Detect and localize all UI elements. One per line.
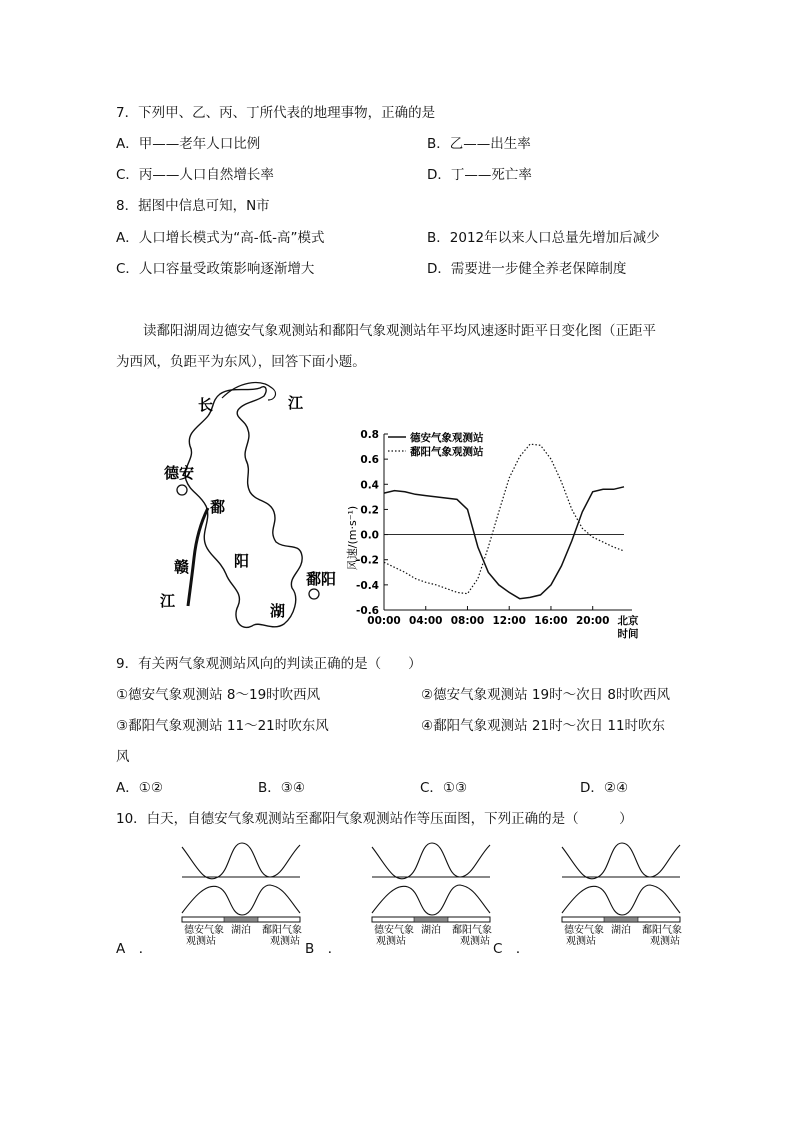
map-label-chang: 长 xyxy=(198,396,214,414)
upper-isobar xyxy=(182,843,300,879)
q9-option-a: A．①② xyxy=(116,780,163,796)
label-dean-line2: 观测站 xyxy=(186,936,216,947)
y-tick-label: 0.4 xyxy=(360,479,379,492)
intro-line-1: 读鄱阳湖周边德安气象观测站和鄱阳气象观测站年平均风速逐时距平日变化图（正距平 xyxy=(143,323,656,339)
x-tick-label: 04:00 xyxy=(409,615,443,627)
label-poyang-line1: 鄱阳气象 xyxy=(452,925,492,936)
y-tick-label: 0.2 xyxy=(360,504,379,517)
q7-stem: 7．下列甲、乙、丙、丁所代表的地理事物，正确的是 xyxy=(116,105,436,121)
q10-label-b: B ． xyxy=(305,941,342,957)
legend-label-poyang: 鄱阳气象观测站 xyxy=(410,446,484,458)
x-tick-label: 20:00 xyxy=(575,615,610,627)
lake-segment xyxy=(224,917,258,922)
x-tick-label: 16:00 xyxy=(534,615,568,627)
map-label-gan: 赣 xyxy=(174,558,190,576)
intro-line-2: 为西风，负距平为东风），回答下面小题。 xyxy=(116,354,366,370)
label-dean-line2: 观测站 xyxy=(376,936,406,947)
q10-label-a: A ． xyxy=(116,941,153,957)
legend-label-dean: 德安气象观测站 xyxy=(410,432,484,444)
lake-outline xyxy=(185,387,302,628)
label-lake: 湖泊 xyxy=(611,925,631,936)
lower-isobar xyxy=(562,885,680,915)
y-tick-label: 0.6 xyxy=(360,454,379,467)
lower-isobar xyxy=(182,885,300,915)
q9-statement-1: ①德安气象观测站 8～19时吹西风 xyxy=(116,687,321,703)
y-tick-label: 0.8 xyxy=(360,429,379,441)
map-label-po: 鄱 xyxy=(210,498,226,516)
q10-label-c: C ． xyxy=(493,941,530,957)
label-lake: 湖泊 xyxy=(421,925,441,936)
q7-option-c: C．丙——人口自然增长率 xyxy=(116,167,274,183)
label-poyang-line2: 观测站 xyxy=(460,936,490,947)
map-label-poyang: 鄱阳 xyxy=(306,570,337,588)
q10-stem: 10．白天，自德安气象观测站至鄱阳气象观测站作等压面图，下列正确的是（ ） xyxy=(116,811,633,827)
wind-anomaly-chart xyxy=(340,420,640,650)
lake-segment xyxy=(604,917,638,922)
isobar-diagrams xyxy=(100,835,700,960)
q8-option-a: A．人口增长模式为“高-低-高”模式 xyxy=(116,230,325,246)
label-dean-line1: 德安气象 xyxy=(374,925,414,936)
upper-isobar xyxy=(562,843,680,879)
y-tick-label: -0.2 xyxy=(356,554,379,567)
q9-statement-2: ②德安气象观测站 19时～次日 8时吹西风 xyxy=(421,687,670,703)
label-dean-line2: 观测站 xyxy=(566,936,596,947)
dean-station-marker xyxy=(177,485,187,495)
label-poyang-line2: 观测站 xyxy=(650,936,680,947)
q8-stem: 8．据图中信息可知，N市 xyxy=(116,198,270,214)
label-dean-line1: 德安气象 xyxy=(564,925,604,936)
y-tick-label: -0.6 xyxy=(356,605,379,617)
q8-option-b: B．2012年以来人口总量先增加后减少 xyxy=(427,230,660,246)
chart-ylabel: 风速/(m·s⁻¹) xyxy=(346,505,359,571)
chart-xlabel-line2: 时间 xyxy=(617,628,639,640)
map-label-dean: 德安 xyxy=(164,464,195,482)
q9-statement-3: ③鄱阳气象观测站 11～21时吹东风 xyxy=(116,718,329,734)
q9-stem: 9．有关两气象观测站风向的判读正确的是（ ） xyxy=(116,656,422,672)
chart-xlabel-line1: 北京 xyxy=(617,615,639,627)
q7-option-a: A．甲——老年人口比例 xyxy=(116,136,261,152)
x-tick-label: 00:00 xyxy=(367,615,401,627)
lower-isobar xyxy=(372,885,490,915)
series-line-poyang xyxy=(384,444,624,594)
isobar-diagram-a xyxy=(182,843,302,947)
q9-option-c: C．①③ xyxy=(420,780,468,796)
y-tick-label: -0.4 xyxy=(356,579,379,592)
label-poyang-line2: 观测站 xyxy=(270,936,300,947)
poyang-lake-map xyxy=(160,380,350,650)
series-line-dean xyxy=(384,487,624,599)
q9-statement-4-cont: 风 xyxy=(116,749,130,765)
isobar-diagram-c xyxy=(562,843,682,947)
x-tick-label: 12:00 xyxy=(492,615,526,627)
y-tick-label: 0.0 xyxy=(360,529,379,542)
map-label-jiang-bottom: 江 xyxy=(160,592,176,610)
poyang-station-marker xyxy=(309,589,319,599)
q9-option-b: B．③④ xyxy=(258,780,305,796)
map-label-yang: 阳 xyxy=(234,552,250,570)
yangtze-river xyxy=(222,383,275,400)
map-label-jiang-top: 江 xyxy=(288,394,304,412)
map-label-hu: 湖 xyxy=(270,602,286,620)
q8-option-c: C．人口容量受政策影响逐渐增大 xyxy=(116,261,315,277)
gan-river xyxy=(188,508,208,606)
q7-option-d: D．丁——死亡率 xyxy=(427,167,532,183)
q9-option-d: D．②④ xyxy=(580,780,629,796)
upper-isobar xyxy=(372,843,490,879)
lake-segment xyxy=(414,917,448,922)
isobar-diagram-b xyxy=(372,843,492,947)
label-dean-line1: 德安气象 xyxy=(184,925,224,936)
q8-option-d: D．需要进一步健全养老保障制度 xyxy=(427,261,627,277)
q7-option-b: B．乙——出生率 xyxy=(427,136,531,152)
label-poyang-line1: 鄱阳气象 xyxy=(642,925,682,936)
label-poyang-line1: 鄱阳气象 xyxy=(262,925,302,936)
x-tick-label: 08:00 xyxy=(450,615,485,627)
label-lake: 湖泊 xyxy=(231,925,251,936)
q9-statement-4: ④鄱阳气象观测站 21时～次日 11时吹东 xyxy=(421,718,666,734)
